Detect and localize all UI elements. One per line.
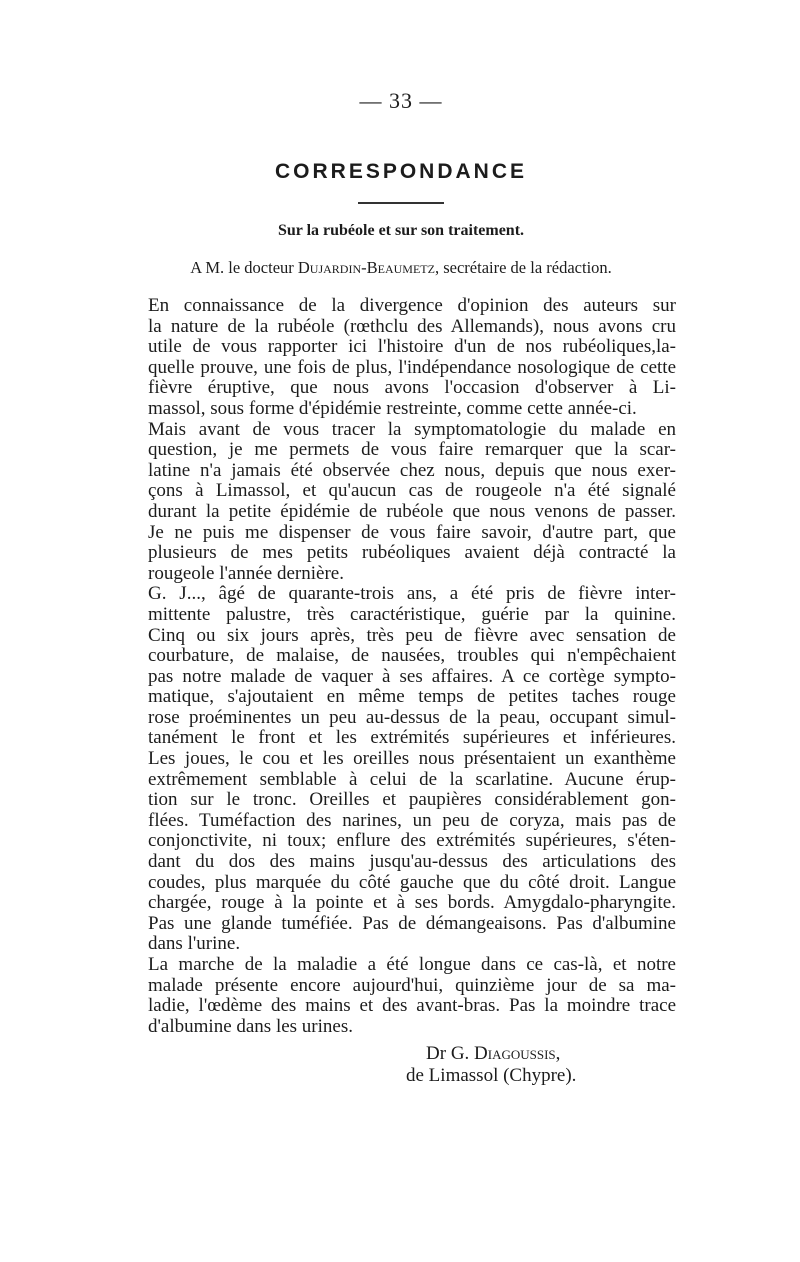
page — [126, 88, 676, 1087]
page-number: — 33 — — [359, 88, 443, 113]
text-line: tanément le front et les extrémités supérieures et inférieures. — [148, 727, 676, 749]
text-line: G. J..., âgé de quarante-trois ans, a été pris de fièvre inter- — [148, 583, 676, 605]
signature-author: G. Diagoussis, — [450, 1043, 561, 1065]
text-line: pas notre malade de vaquer à ses affaires. A ce cortège sympto- — [148, 665, 676, 687]
text-line: d'albumine dans les urines. — [148, 1015, 353, 1037]
text-line: rougeole l'année dernière. — [148, 562, 344, 584]
signature-name — [426, 1043, 676, 1065]
text-line: Je ne puis me dispenser de vous faire savoir, d'autre part, que — [148, 521, 676, 543]
text-line: malade présente encore aujourd'hui, quinzième jour de sa ma- — [148, 974, 676, 996]
section-title: CORRESPONDANCE — [274, 160, 528, 183]
paragraph — [126, 420, 676, 585]
letter-body — [126, 296, 676, 1037]
text-line: chargée, rouge à la pointe et à ses bords. Amygdalo-pharyngite. — [148, 892, 676, 914]
addressee — [126, 258, 676, 282]
signature — [126, 1043, 676, 1087]
text-line: dans l'urine. — [148, 933, 241, 955]
text-line: durant la petite épidémie de rubéole que nous venons de passer. — [148, 500, 676, 522]
text-line: mittente palustre, très caractéristique, guérie par la quinine. — [148, 603, 676, 625]
text-line: courbature, de malaise, de nausées, troubles qui n'empêchaient — [148, 645, 676, 667]
paragraph — [126, 296, 676, 420]
text-line: La marche de la maladie a été longue dans ce cas-là, et notre — [148, 954, 676, 975]
text-line: conjonctivite, ni toux; enflure des extrémités supérieures, s'éten- — [148, 830, 676, 852]
text-line: dant du dos des mains jusqu'au-dessus des articulations des — [148, 851, 676, 873]
text-line: la nature de la rubéole (rœthclu des Allemands), nous avons cru — [148, 315, 676, 337]
title-rule — [358, 202, 444, 204]
text-line: plusieurs de mes petits rubéoliques avaient déjà contracté la — [148, 542, 676, 564]
text-line: latine n'a jamais été observée chez nous, depuis que nous exer- — [148, 459, 676, 481]
text-line: çons à Limassol, et qu'aucun cas de rougeole n'a été signalé — [148, 480, 676, 502]
addressee-prefix: A M. le docteur — [190, 258, 294, 277]
paragraph — [126, 584, 676, 955]
text-line: Les joues, le cou et les oreilles nous présentaient un exanthème — [148, 748, 676, 770]
text-line: fièvre éruptive, que nous avons l'occasion d'observer à Li- — [148, 377, 676, 399]
text-line: ladie, l'œdème des mains et des avant-bras. Pas la moindre trace — [148, 995, 676, 1017]
signature-place: de Limassol (Chypre). — [406, 1065, 577, 1087]
text-line: coudes, plus marquée du côté gauche que du côté droit. Langue — [148, 871, 676, 893]
text-line: Pas une glande tuméfiée. Pas de démangeaisons. Pas d'albumine — [148, 912, 676, 934]
text-line: utile de vous rapporter ici l'histoire d'un de nos rubéoliques,la- — [148, 336, 676, 358]
signature-title: Dr — [426, 1043, 447, 1065]
text-line: rose proéminentes un peu au-dessus de la peau, occupant simul- — [148, 706, 676, 728]
addressee-suffix: , secrétaire de la rédaction. — [434, 258, 612, 277]
text-line: Mais avant de vous tracer la symptomatologie du malade en — [148, 418, 676, 440]
text-line: flées. Tuméfaction des narines, un peu de coryza, mais pas de — [148, 809, 676, 831]
text-line: tion sur le tronc. Oreilles et paupières considérablement gon- — [148, 789, 676, 811]
text-line: matique, s'ajoutaient en même temps de petites taches rouge — [148, 686, 676, 708]
text-line: Cinq ou six jours après, très peu de fièvre avec sensation de — [148, 624, 676, 646]
text-line: extrêmement semblable à celui de la scarlatine. Aucune érup- — [148, 768, 676, 790]
addressee-name: Dujardin-Beaumetz — [297, 258, 435, 277]
paragraph — [126, 955, 676, 1037]
text-line: En connaissance de la divergence d'opinion des auteurs sur — [148, 295, 676, 316]
text-line: quelle prouve, une fois de plus, l'indépendance nosologique de cette — [148, 356, 676, 378]
text-line: question, je me permets de vous faire remarquer que la scar- — [148, 439, 676, 461]
article-title: Sur la rubéole et sur son traitement. — [277, 222, 525, 239]
text-line: massol, sous forme d'épidémie restreinte, comme cette année-ci. — [148, 397, 637, 419]
